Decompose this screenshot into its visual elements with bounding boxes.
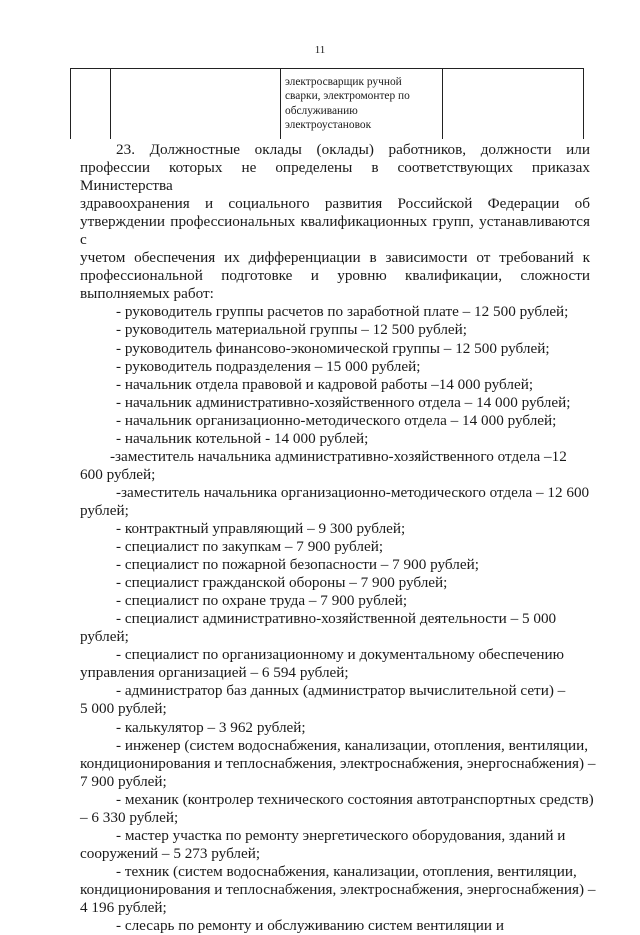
list-item: - калькулятор – 3 962 рублей; xyxy=(116,718,306,736)
list-item: - слесарь по ремонту и обслуживанию систем вентиляции и xyxy=(116,917,504,935)
list-item: - специалист по охране труда – 7 900 рублей; xyxy=(116,592,408,610)
paragraph-line: 23. Должностные оклады (оклады) работников, должности или xyxy=(116,141,590,158)
paragraph-line: утверждении профессиональных квалификационных групп, устанавливаются с xyxy=(80,213,590,249)
page-number: 11 xyxy=(314,44,326,56)
list-item: - начальник котельной - 14 000 рублей; xyxy=(116,429,369,447)
profession-line: электроустановок xyxy=(285,119,372,132)
paragraph-line: профессии которых не определены в соответствующих приказах Министерства xyxy=(80,159,590,195)
list-item: - руководитель материальной группы – 12 500 рублей; xyxy=(116,321,468,339)
list-item: - начальник организационно-методического отдела – 14 000 рублей; xyxy=(116,411,557,429)
list-item-continuation: – 6 330 рублей; xyxy=(80,808,179,826)
list-item: - специалист по закупкам – 7 900 рублей; xyxy=(116,538,384,556)
list-item-continuation: 5 000 рублей; xyxy=(80,700,167,718)
list-item-continuation: сооружений – 5 273 рублей; xyxy=(80,844,261,862)
list-item: -заместитель начальника административно-хозяйственного отдела –12 xyxy=(110,447,567,465)
list-item: - руководитель группы расчетов по заработной плате – 12 500 рублей; xyxy=(116,303,569,321)
paragraph-line: здравоохранения и социального развития Российской Федерации об xyxy=(80,195,590,213)
list-item: - инженер (систем водоснабжения, канализации, отопления, вентиляции, xyxy=(116,736,589,754)
list-item-continuation: 4 196 рублей; xyxy=(80,898,167,916)
list-item-continuation: 600 рублей; xyxy=(80,465,156,483)
profession-line: электросварщик ручной xyxy=(285,76,402,88)
list-item: -заместитель начальника организационно-методического отдела – 12 600 xyxy=(116,483,590,501)
table-fragment xyxy=(70,68,584,139)
list-item: - специалист по пожарной безопасности – 7 900 рублей; xyxy=(116,556,479,574)
list-item: - мастер участка по ремонту энергетического оборудования, зданий и xyxy=(116,826,566,844)
list-item: - начальник административно-хозяйственного отдела – 14 000 рублей; xyxy=(116,393,571,411)
list-item-continuation: кондиционирования и теплоснабжения, электроснабжения, энергоснабжения) – xyxy=(80,754,596,772)
list-item: - руководитель финансово-экономической группы – 12 500 рублей; xyxy=(116,339,550,357)
list-item: - специалист административно-хозяйственной деятельности – 5 000 xyxy=(116,610,557,628)
list-item-continuation: управления организацией – 6 594 рублей; xyxy=(80,664,349,682)
table-cell-number xyxy=(71,69,111,139)
table-cell-group xyxy=(111,69,281,139)
profession-line: сварки, электромонтер по xyxy=(285,90,410,103)
list-item-continuation: 7 900 рублей; xyxy=(80,772,167,790)
list-item-continuation: рублей; xyxy=(80,628,129,646)
list-item-continuation: кондиционирования и теплоснабжения, электроснабжения, энергоснабжения) – xyxy=(80,880,596,898)
list-item: - администратор баз данных (администратор вычислительной сети) – xyxy=(116,682,566,700)
list-item: - техник (систем водоснабжения, канализации, отопления, вентиляции, xyxy=(116,862,577,880)
paragraph-line: учетом обеспечения их дифференциации в зависимости от требований к xyxy=(80,249,590,267)
paragraph-line: профессиональной подготовке и уровню квалификации, сложности xyxy=(80,267,590,285)
list-item-continuation: рублей; xyxy=(80,501,129,519)
paragraph-line: выполняемых работ: xyxy=(80,285,214,303)
table-cell-professions xyxy=(281,69,443,139)
profession-line: обслуживанию xyxy=(285,104,358,117)
list-item: - руководитель подразделения – 15 000 рублей; xyxy=(116,357,421,375)
table-cell-salary xyxy=(443,69,583,139)
list-item: - специалист по организационному и документальному обеспечению xyxy=(116,646,564,664)
list-item: - начальник отдела правовой и кадровой работы –14 000 рублей; xyxy=(116,375,534,393)
document-body xyxy=(80,141,596,935)
list-item: - специалист гражданской обороны – 7 900 рублей; xyxy=(116,574,448,592)
list-item: - контрактный управляющий – 9 300 рублей; xyxy=(116,519,406,537)
list-item: - механик (контролер технического состояния автотранспортных средств) xyxy=(116,790,594,808)
